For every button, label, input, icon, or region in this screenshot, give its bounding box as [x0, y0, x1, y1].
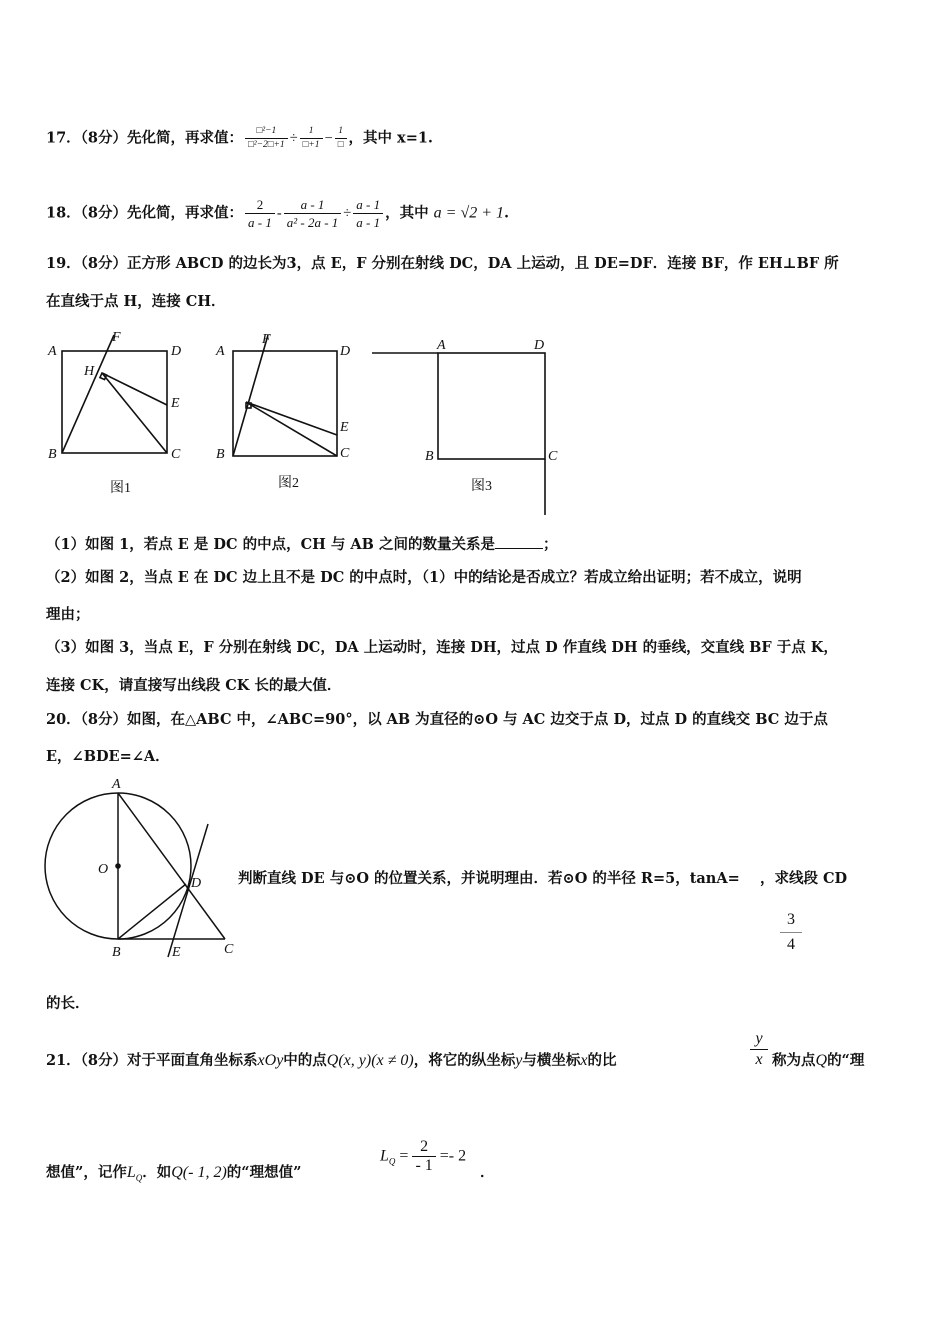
q18-value: a = √2 + 1 [433, 204, 505, 222]
q17-fraction-2: $\frac{1}{□+1}$ [300, 126, 323, 151]
q20-label-b: B [112, 945, 121, 960]
q19-figures [40, 325, 580, 520]
fig3-label-c: C [548, 449, 558, 464]
fig1-label-b: B [48, 447, 57, 462]
fig1-label-e: E [171, 396, 180, 411]
fig1-label-f: F [112, 330, 121, 345]
q18-prefix: 18．（8分）先化简，再求值： [46, 204, 244, 222]
q20-line-1: 20．（8分）如图，在△ABC 中，∠ABC=90°，以 AB 为直径的⊙O 与 AC 边交于点 D，过点 D 的直线交 BC 边于点 [46, 711, 828, 728]
q18-fraction-2: $\frac{a - 1}{\text{a² - 2a - 1}}$ [284, 197, 342, 230]
q21-line-2-end: ． [480, 1164, 495, 1181]
q20-label-d: D [191, 876, 202, 891]
fig1-line-hc [102, 373, 167, 453]
fig3-label-a: A [437, 338, 446, 353]
q21-equation: $L_Q$ = $\frac{2}{- 1}$ =- 2 [380, 1138, 467, 1174]
center-dot [115, 863, 121, 869]
fig2-caption: 图2 [278, 476, 299, 491]
q20-label-a: A [112, 777, 121, 792]
fig2-right-angle [246, 403, 251, 408]
q21-ratio-fraction: y x [750, 1030, 768, 1069]
q20-line-2: E，∠BDE=∠A． [46, 748, 170, 765]
q20-line-3: 的长． [46, 995, 90, 1012]
q18-fraction-1: $\frac{2}{a - 1}$ [245, 197, 275, 230]
q19-part-2-line-1: （2）如图 2，当点 E 在 DC 边上且不是 DC 的中点时，（1）中的结论是否成立？若成立给出证明；若不成立，说明 [46, 569, 802, 586]
fig1-line-bf [62, 335, 114, 453]
q19-line-2: 在直线于点 H，连接 CH． [46, 293, 226, 310]
q19-line-1: 19．（8分）正方形 ABCD 的边长为3，点 E，F 分别在射线 DC，DA 上运动，且 DE=DF．连接 BF，作 EH⊥BF 所 [46, 255, 839, 272]
q17-prefix: 17．（8分）先化简，再求值： [46, 129, 244, 147]
fig2-label-a: A [216, 344, 225, 359]
q20-side-text: 判断直线 DE 与⊙O 的位置关系，并说明理由．若⊙O 的半径 R=5，tanA= ，求线段 CD [238, 870, 848, 887]
fig1-label-h: H [84, 364, 95, 379]
fig2-label-b: B [216, 447, 225, 462]
fig2-label-e: E [340, 420, 349, 435]
fig2-line-hc [246, 402, 337, 456]
q18-fraction-3: $\frac{a - 1}{a - 1}$ [353, 197, 383, 230]
fig1-label-d: D [171, 344, 182, 359]
q20-label-o: O [98, 862, 109, 877]
q17-fraction-3: $\frac{1}{□}$ [335, 126, 347, 151]
fig1-label-c: C [171, 447, 181, 462]
q17-suffix: ，其中 x=1. [348, 129, 433, 147]
fig3-square [438, 353, 545, 459]
q19-part-3-line-2: 连接 CK，请直接写出线段 CK 长的最大值． [46, 677, 342, 694]
q19-part-2-line-2: 理由； [46, 606, 90, 623]
q20-label-e: E [172, 945, 181, 960]
q21-eq-fraction: $\frac{2}{- 1}$ [412, 1138, 435, 1175]
fig2-line-bf [233, 335, 268, 456]
answer-blank [495, 534, 543, 549]
fig2-label-f: F [262, 332, 271, 347]
fig1-right-angle [100, 373, 107, 380]
q17-fraction-1: $\frac{\text{□²−1}}{\text{□²−2□+1}}$ [245, 126, 288, 151]
fig3-label-b: B [425, 449, 434, 464]
fig3-label-d: D [534, 338, 545, 353]
fig3-caption: 图3 [471, 479, 492, 494]
q20-tan-fraction: 3 4 [780, 910, 802, 955]
q21-line-2: 想值”，记作$L_Q$．如Q(- 1, 2)的“理想值” [46, 1164, 302, 1183]
q17-line: 17．（8分）先化简，再求值： $\frac{\text{□²−1}}{\text{□²−2□+1}}$ ÷ $\frac{1}{□+1}$ − $\frac{1}{□}$ ，其中 x=1. [46, 126, 433, 150]
q20-label-c: C [224, 942, 234, 957]
fig1-square [62, 351, 167, 453]
q19-part-1: （1）如图 1，若点 E 是 DC 的中点，CH 与 AB 之间的数量关系是 ； [46, 536, 558, 553]
segment-ac [118, 793, 225, 939]
fig1-line-he [102, 373, 167, 405]
q18-line: 18．（8分）先化简，再求值： $\frac{2}{a - 1}$ - $\frac{a - 1}{\text{a² - 2a - 1}}$ ÷ $\frac{a - 1}{a - 1}$ ，其中 a = √2 + 1. [46, 197, 510, 230]
fig2-label-c: C [340, 446, 350, 461]
fig1-caption: 图1 [110, 481, 131, 496]
fig2-line-he [246, 402, 337, 435]
q21-line-1: 21．（8分）对于平面直角坐标系xOy中的点Q(x, y)(x ≠ 0)，将它的纵坐标y与横坐标x的比 [46, 1052, 617, 1069]
q21-line-1-end: 称为点Q的“理 [772, 1052, 865, 1069]
fig1-label-a: A [48, 344, 57, 359]
q19-part-3-line-1: （3）如图 3，当点 E，F 分别在射线 DC，DA 上运动时，连接 DH，过点 D 作直线 DH 的垂线，交直线 BF 于点 K， [46, 639, 838, 656]
fig2-label-d: D [340, 344, 351, 359]
q18-mid: ，其中 [385, 204, 429, 222]
q20-figure [40, 772, 250, 967]
